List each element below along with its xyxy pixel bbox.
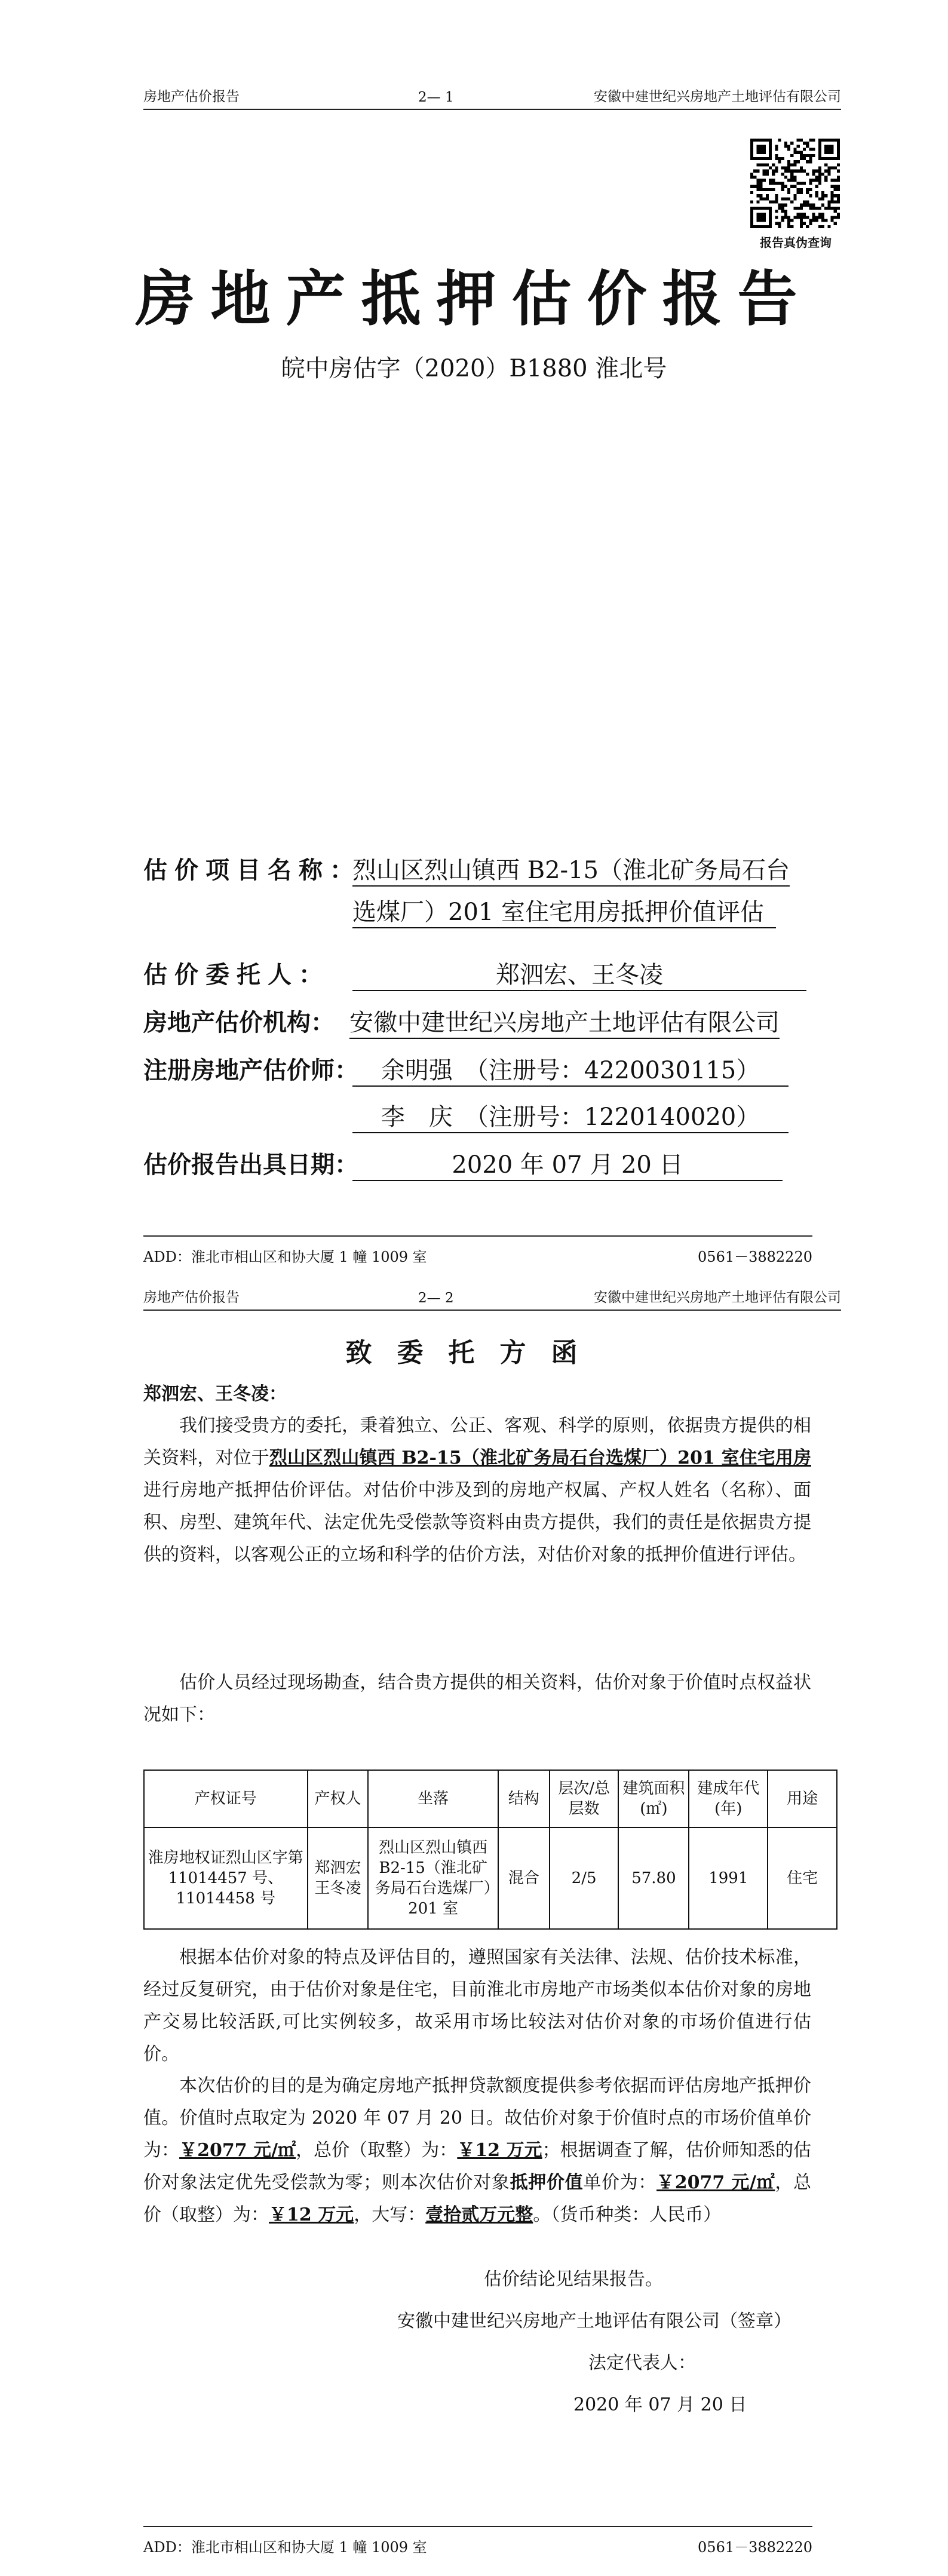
property-location: 烈山区烈山镇西 B2-15（淮北矿务局石台选煤厂）201 室住宅用房 (269, 1448, 811, 1468)
project-line-2: 选煤厂）201 室住宅用房抵押价值评估 (352, 893, 776, 928)
mortgage-value-label: 抵押价值 (510, 2172, 584, 2193)
header-right: 安徽中建世纪兴房地产土地评估有限公司 (594, 1290, 841, 1305)
cell-usage: 住宅 (768, 1827, 837, 1929)
paragraph-method: 根据本估价对象的特点及评估目的，遵照国家有关法律、法规、估价技术标准，经过反复研究，由于估价对象是住宅，目前淮北市房地产市场类似本估价对象的房地产交易比较活跃,可比实例较多，故采用市场比较法对估价对象的市场价值进行估价。 (143, 1947, 811, 2065)
market-unit-price: ￥2077 元/㎡ (179, 2140, 296, 2161)
project-label: 估价项目名称： (143, 856, 361, 884)
running-header (143, 1286, 841, 1311)
project-line-1: 烈山区烈山镇西 B2-15（淮北矿务局石台 (352, 851, 790, 887)
conclusion-text-g: 。（货币种类：人民币） (533, 2204, 722, 2225)
header-left: 房地产估价报告 (143, 1290, 240, 1305)
col-cert-no: 产权证号 (144, 1770, 308, 1827)
col-location: 坐落 (368, 1770, 498, 1827)
date-label: 估价报告出具日期： (143, 1151, 358, 1179)
header-right: 安徽中建世纪兴房地产土地评估有限公司 (594, 89, 841, 105)
legal-representative: 法定代表人： (588, 2353, 696, 2373)
qr-caption: 报告真伪查询 (760, 235, 832, 250)
page-footer (143, 1235, 812, 1265)
date-value: 2020 年 07 月 20 日 (352, 1146, 783, 1181)
paragraph-inspection: 估价人员经过现场勘查，结合贵方提供的相关资料，估价对象于价值时点权益状况如下： (143, 1672, 811, 1725)
letter-date: 2020 年 07 月 20 日 (573, 2394, 747, 2415)
col-structure: 结构 (498, 1770, 550, 1827)
market-total-price: ￥12 万元 (457, 2140, 542, 2161)
col-owner: 产权人 (308, 1770, 369, 1827)
footer-address: ADD：淮北市相山区和协大厦 1 幢 1009 室 (143, 1249, 427, 1265)
cell-structure: 混合 (498, 1827, 550, 1929)
footer-phone: 0561－3882220 (698, 2539, 812, 2556)
cell-cert-no: 淮房地权证烈山区字第 11014457 号、11014458 号 (144, 1827, 308, 1929)
conclusion-text-a: 本次估价的目的是为确定房地产抵押贷款额度提供参考依据而评估房地产抵押价值。价值时点取定为 2020 年 07 月 20 日。故估价对象于价值时点的市场价值单价为： (143, 2075, 811, 2161)
appraiser-2: 李 庆 （注册号：1220140020） (352, 1098, 789, 1133)
mortgage-unit-price: ￥2077 元/㎡ (656, 2172, 775, 2193)
page-footer (143, 2526, 812, 2556)
report-title: 房地产抵押估价报告 (135, 263, 813, 334)
mortgage-total-upper: 壹拾贰万元整 (425, 2204, 533, 2225)
qr-code-icon (750, 139, 840, 228)
company-signature: 安徽中建世纪兴房地产土地评估有限公司（签章） (397, 2311, 791, 2332)
mortgage-total-price: ￥12 万元 (269, 2204, 354, 2225)
header-left: 房地产估价报告 (143, 89, 240, 105)
intro-text-a: 我们接受贵方的委托，秉着独立、公正、客观、科学的原则，依据贵方提供的相关资料，对位于 (143, 1415, 811, 1468)
col-area: 建筑面积(㎡) (618, 1770, 689, 1827)
table-header-row (144, 1770, 837, 1827)
footer-address: ADD：淮北市相山区和协大厦 1 幢 1009 室 (143, 2539, 427, 2556)
paragraph-conclusion (143, 2070, 811, 2231)
addressee: 郑泗宏、王冬凌： (143, 1384, 287, 1404)
report-number: 皖中房估字（2020）B1880 淮北号 (281, 355, 667, 382)
header-page-number: 2— 1 (418, 90, 454, 105)
footer-phone: 0561－3882220 (698, 1249, 812, 1265)
conclusion-text-d: 单价为： (583, 2172, 657, 2193)
header-page-number: 2— 2 (418, 1290, 454, 1306)
client-label: 估价委托人： (143, 961, 330, 989)
col-usage: 用途 (768, 1770, 837, 1827)
cell-location: 烈山区烈山镇西 B2-15（淮北矿务局石台选煤厂）201 室 (368, 1827, 498, 1929)
col-floors: 层次/总层数 (550, 1770, 619, 1827)
cell-year: 1991 (689, 1827, 768, 1929)
appraiser-label: 注册房地产估价师： (143, 1056, 358, 1084)
conclusion-text-c: ；根据调查了解，估价师知悉的估价对象法定优先受偿款为零；则本次估价对象 (143, 2140, 812, 2193)
cell-owner: 郑泗宏王冬凌 (308, 1827, 369, 1929)
client-value: 郑泗宏、王冬凌 (352, 956, 806, 991)
col-year: 建成年代(年) (689, 1770, 768, 1827)
cover-page (0, 0, 948, 1284)
cell-floors: 2/5 (550, 1827, 619, 1929)
property-table (143, 1770, 837, 1930)
see-results-note: 估价结论见结果报告。 (484, 2269, 663, 2290)
conclusion-text-f: ，大写： (354, 2204, 426, 2225)
paragraph-intro (143, 1410, 811, 1571)
cell-area: 57.80 (618, 1827, 689, 1929)
letter-title: 致委托方函 (345, 1338, 603, 1368)
table-row (144, 1827, 837, 1929)
running-header (143, 85, 841, 110)
conclusion-text-e: ，总价（取整）为： (143, 2172, 812, 2225)
agency-label: 房地产估价机构： (143, 1008, 335, 1036)
agency-value: 安徽中建世纪兴房地产土地评估有限公司 (349, 1004, 780, 1039)
intro-text-b: 进行房地产抵押估价评估。对估价中涉及到的房地产权属、产权人姓名（名称）、面积、房型、建筑年代、法定优先受偿款等资料由贵方提供，我们的责任是依据贵方提供的资料，以客观公正的立场和科学的估价方法，对估价对象的抵押价值进行评估。 (143, 1480, 811, 1565)
conclusion-text-b: ，总价（取整）为： (296, 2140, 458, 2161)
appraiser-1: 余明强 （注册号：4220030115） (352, 1051, 789, 1087)
letter-page (0, 1284, 948, 2576)
